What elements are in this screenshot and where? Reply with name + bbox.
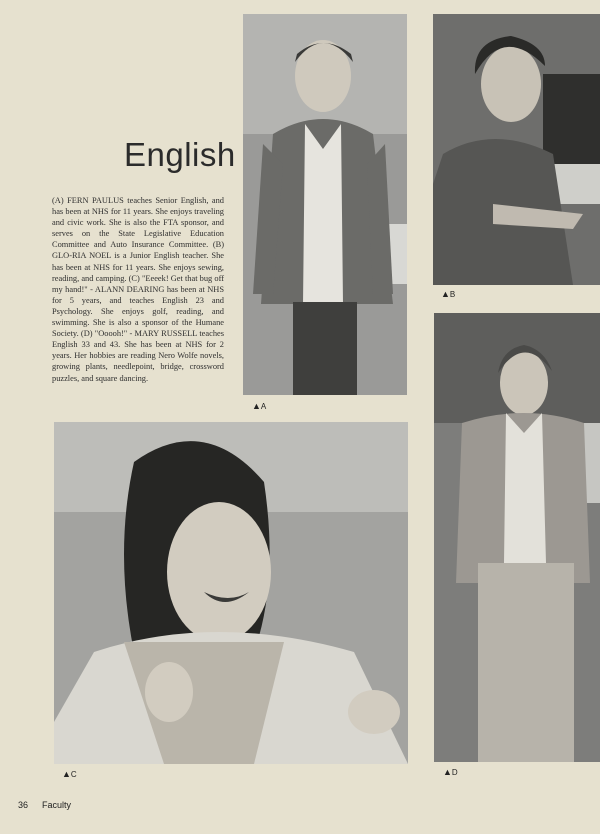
photo-b-gloria-noel bbox=[433, 14, 600, 285]
marker-a-label: A bbox=[260, 402, 267, 411]
marker-b bbox=[441, 289, 455, 299]
marker-c-label: C bbox=[70, 770, 77, 779]
marker-b-label: B bbox=[449, 290, 456, 299]
page-number: 36 bbox=[18, 800, 29, 810]
triangle-icon: ▲ bbox=[441, 289, 450, 299]
photo-c-alann-dearing bbox=[54, 422, 408, 764]
marker-d-label: D bbox=[451, 768, 458, 777]
photo-d-mary-russell bbox=[434, 313, 600, 762]
caption-text: (A) FERN PAULUS teaches Senior English, and has been at NHS for 11 years. She enjoys traveling and civic work. She is also the FTA sponsor, and serves on the State Legislative Education Committee and Auto Insurance Committee. (B) GLO-RIA NOEL is a Junior English teacher. She has been at NHS for 11 years. She enjoys sewing, reading, and camping. (C) "Eeeek! Get that bug off my hand!" - ALANN DEARING has been at NHS for 5 years, and teaches English 23 and Psychology. She enjoys golf, reading, and swimming. She is also a sponsor of the Humane Society. (D) "Ooooh!" - MARY RUSSELL teaches English 33 and 43. She has been at NHS for 2 years. Her hobbies are reading Nero Wolfe novels, growing plants, needlepoint, bridge, crossword puzzles, and square dancing. bbox=[52, 196, 224, 383]
marker-a bbox=[252, 401, 266, 411]
section-label: Faculty bbox=[42, 800, 72, 810]
page-title: English bbox=[124, 136, 236, 173]
marker-c bbox=[62, 769, 77, 779]
marker-d bbox=[443, 767, 458, 777]
triangle-icon: ▲ bbox=[252, 401, 261, 411]
photo-a-fern-paulus bbox=[243, 14, 407, 395]
triangle-icon: ▲ bbox=[62, 769, 71, 779]
page-footer bbox=[18, 800, 85, 810]
triangle-icon: ▲ bbox=[443, 767, 452, 777]
